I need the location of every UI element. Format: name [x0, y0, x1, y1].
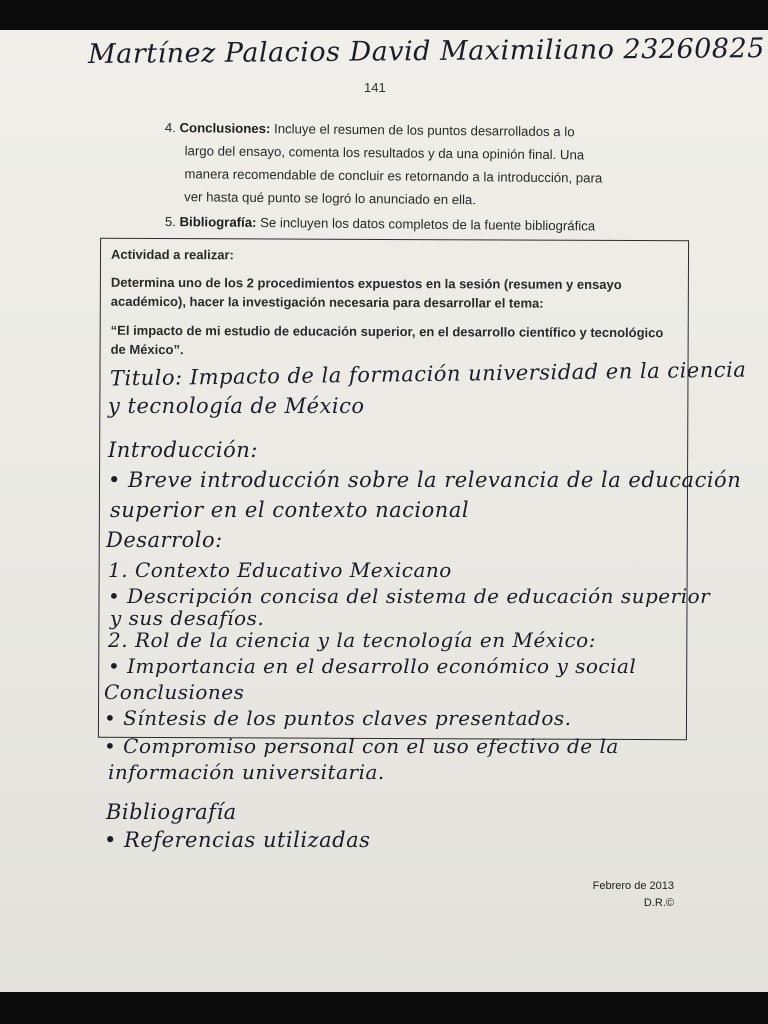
item-4-line-1: Incluye el resumen de los puntos desarrollados a lo — [273, 121, 575, 140]
document-page — [0, 30, 768, 992]
handwritten-line-8: • Descripción concisa del sistema de educación superior — [108, 584, 711, 608]
item-5-label: Bibliografía: — [179, 214, 257, 230]
activity-instruction: Determina uno de los 2 procedimientos expuestos en la sesión (resumen y ensayo académico), hacer la investigación necesaria para desarrollar el tema: — [110, 274, 622, 311]
footer-rights: D.R.© — [643, 897, 674, 909]
footer-date: Febrero de 2013 — [592, 880, 674, 892]
activity-topic: “El impacto de mi estudio de educación superior, en el desarrollo científico y tecnológico de México”. — [110, 322, 664, 358]
handwritten-line-9: y sus desafíos. — [110, 606, 265, 630]
handwritten-line-17: • Referencias utilizadas — [104, 828, 371, 852]
handwritten-line-16: Bibliografía — [106, 800, 237, 824]
handwritten-line-7: 1. Contexto Educativo Mexicano — [108, 558, 452, 582]
page-footer — [593, 878, 674, 912]
handwritten-line-12: Conclusiones — [104, 680, 245, 704]
handwritten-name: Martínez Palacios David Maximiliano 23260825 — [87, 33, 766, 70]
instruction-item-4 — [164, 116, 660, 213]
page-number: 141 — [364, 80, 386, 95]
item-4-line-4: ver hasta qué punto se logró lo anunciado en ella. — [184, 189, 477, 208]
item-4-line-2: largo del ensayo, comenta los resultados y da una opinión final. Una — [184, 143, 585, 163]
handwritten-line-4: • Breve introducción sobre la relevancia de la educación — [108, 468, 742, 492]
handwritten-line-3: Introducción: — [108, 438, 258, 462]
item-4-line-3: manera recomendable de concluir es retornando a la introducción, para — [184, 166, 603, 186]
handwritten-line-5: superior en el contexto nacional — [110, 498, 470, 522]
handwritten-line-10: 2. Rol de la ciencia y la tecnología en México: — [108, 628, 596, 652]
handwritten-line-2: y tecnología de México — [108, 394, 365, 418]
handwritten-line-11: • Importancia en el desarrollo económico y social — [108, 654, 637, 678]
handwritten-line-15: información universitaria. — [108, 760, 385, 784]
item-5-number: 5. — [164, 213, 176, 230]
handwritten-line-14: • Compromiso personal con el uso efectivo de la — [104, 734, 619, 758]
item-5-text: Se incluyen los datos completos de la fuente bibliográfica — [260, 214, 596, 234]
item-4-label: Conclusiones: — [179, 120, 271, 137]
instruction-item-5 — [165, 210, 596, 238]
item-4-number: 4. — [164, 119, 176, 136]
handwritten-line-6: Desarrolo: — [106, 528, 223, 552]
handwritten-line-13: • Síntesis de los puntos claves presentados. — [104, 706, 572, 730]
activity-title: Actividad a realizar: — [110, 246, 234, 263]
handwritten-line-1: Titulo: Impacto de la formación universidad en la ciencia — [109, 357, 747, 391]
